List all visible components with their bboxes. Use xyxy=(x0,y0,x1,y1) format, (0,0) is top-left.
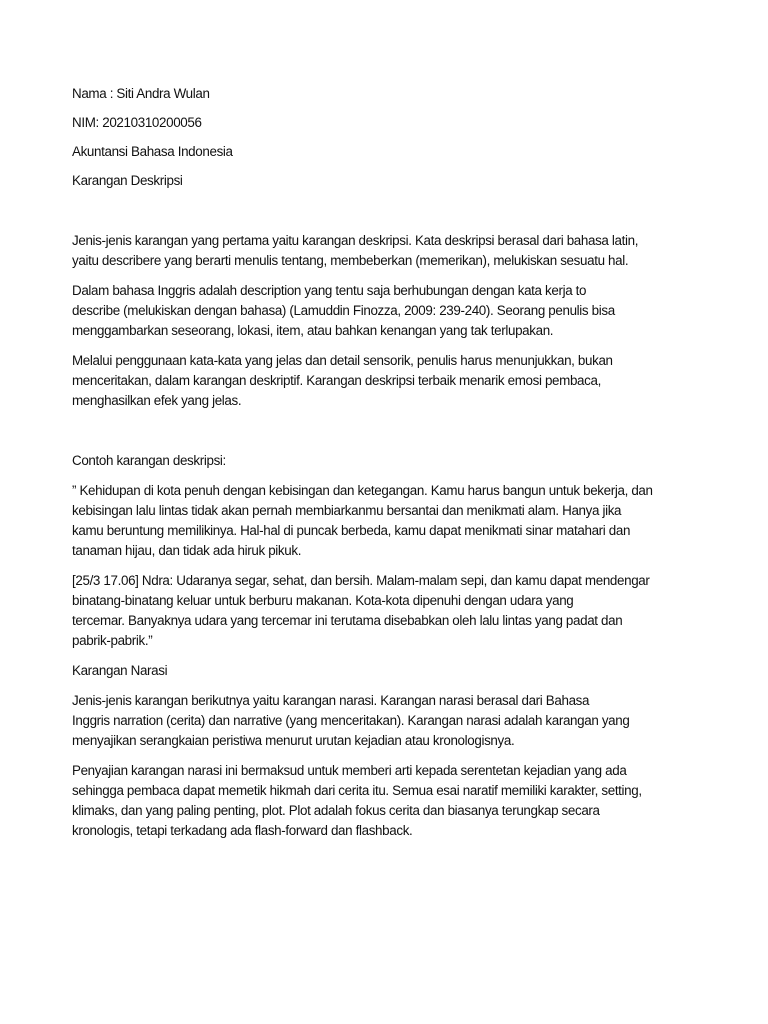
paragraph-description-english: Dalam bahasa Inggris adalah description yang tentu saja berhubungan dengan kata kerja to describe (melukiskan dengan bahasa) (Lamuddin Finozza, 2009: 239-240). Seorang penulis bisa menggambarkan seseorang, lokasi, item, atau bahkan kenangan yang tak terlupakan. xyxy=(72,283,615,338)
example-paragraph-air: [25/3 17.06] Ndra: Udaranya segar, sehat, dan bersih. Malam-malam sepi, dan kamu dapat mendengar binatang-binatang keluar untuk berburu makanan. Kota-kota dipenuhi dengan udara yang tercemar. Banyaknya udara yang tercemar ini terutama disebabkan oleh lalu lintas yang padat dan pabrik-pabrik.” xyxy=(72,573,650,648)
document-body xyxy=(72,84,700,841)
paragraph-narasi-presentation: Penyajian karangan narasi ini bermaksud untuk memberi arti kepada serentetan kejadian yang ada sehingga pembaca dapat memetik hikmah dari cerita itu. Semua esai naratif memiliki karakter, setting, klimaks, dan yang paling penting, plot. Plot adalah fokus cerita dan biasanya terungkap secara kronologis, tetapi terkadang ada flash-forward dan flashback. xyxy=(72,763,642,838)
paragraph-narasi-definition: Jenis-jenis karangan berikutnya yaitu karangan narasi. Karangan narasi berasal dari Bahasa Inggris narration (cerita) dan narrative (yang menceritakan). Karangan narasi adalah karangan yang menyajikan serangkaian peristiwa menurut urutan kejadian atau kronologisnya. xyxy=(72,693,630,748)
section-title-deskripsi: Karangan Deskripsi xyxy=(72,173,183,188)
section-title-narasi: Karangan Narasi xyxy=(72,663,168,678)
example-paragraph-city-life: ” Kehidupan di kota penuh dengan kebisingan dan ketegangan. Kamu harus bangun untuk bekerja, dan kebisingan lalu lintas tidak akan pernah membiarkanmu bersantai dan menikmati alam. Hanya jika kamu beruntung memilikinya. Hal-hal di puncak berbeda, kamu dapat menikmati sinar matahari dan tanaman hijau, dan tidak ada hiruk pikuk. xyxy=(72,483,653,558)
course-line: Akuntansi Bahasa Indonesia xyxy=(72,144,233,159)
paragraph-deskripsi-definition: Jenis-jenis karangan yang pertama yaitu karangan deskripsi. Kata deskripsi berasal dari bahasa latin, yaitu describere yang berarti menulis tentang, membeberkan (memerikan), melukiskan sesuatu hal. xyxy=(72,233,639,268)
example-heading: Contoh karangan deskripsi: xyxy=(72,453,226,468)
paragraph-deskripsi-technique: Melalui penggunaan kata-kata yang jelas dan detail sensorik, penulis harus menunjukkan, bukan menceritakan, dalam karangan deskriptif. Karangan deskripsi terbaik menarik emosi pembaca, menghasilkan efek yang jelas. xyxy=(72,353,613,408)
student-name-line: Nama : Siti Andra Wulan xyxy=(72,86,210,101)
student-id-line: NIM: 20210310200056 xyxy=(72,115,202,130)
